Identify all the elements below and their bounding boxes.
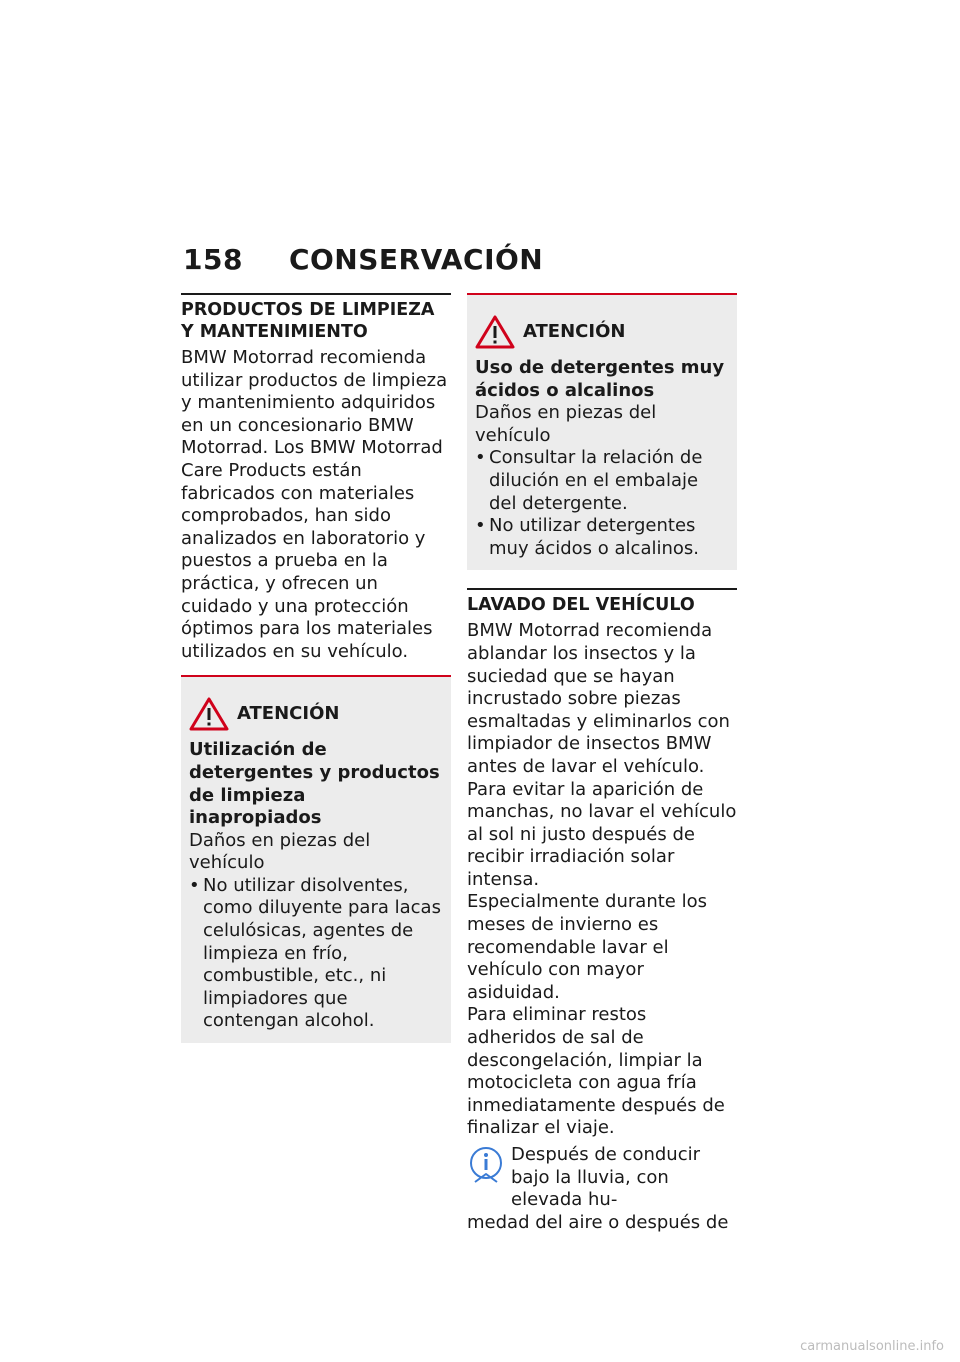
wash-paragraph: BMW Motorrad recomienda ablandar los insectos y la suciedad que se hayan incrustado sobre piezas esmaltadas y eliminarlos con limpiador de insectos BMW antes de lavar el vehículo. <box>467 620 730 777</box>
watermark: carmanualsonline.info <box>800 1339 944 1354</box>
warning-subtitle: Utilización de detergentes y productos de limpieza inapropiados <box>189 739 440 829</box>
warning-bullet: • No utilizar detergentes muy ácidos o alcalinos. <box>475 515 729 560</box>
warning-box-inappropriate-products <box>181 675 451 1043</box>
section-title-vehicle-wash: LAVADO DEL VEHÍCULO <box>467 595 695 616</box>
warning-header <box>189 697 443 731</box>
info-note <box>467 1144 737 1212</box>
warning-bullet: • Consultar la relación de dilución en el embalaje del detergente. <box>475 447 729 515</box>
warning-consequence: Daños en piezas del vehículo <box>475 402 657 446</box>
page-title: CONSERVACIÓN <box>288 243 544 276</box>
info-text: Después de conducir bajo la lluvia, con elevada hu- <box>511 1144 700 1211</box>
section-title-cleaning-products: PRODUCTOS DE LIMPIEZA Y MANTENIMIENTO <box>181 300 435 342</box>
warning-bullets <box>189 875 443 1033</box>
wash-paragraph: Para eliminar restos adheridos de sal de descongelación, limpiar la motocicleta con agua fría inmediatamente después de finalizar el viaje. <box>467 1004 725 1139</box>
warning-bullets <box>475 447 729 560</box>
wash-paragraph: Para evitar la aparición de manchas, no lavar el vehículo al sol ni justo después de recibir irradiación solar intensa. <box>467 778 737 890</box>
info-icon <box>467 1144 505 1188</box>
cleaning-products-text: BMW Motorrad recomienda utilizar productos de limpieza y mantenimiento adquiridos en un concesionario BMW Motorrad. Los BMW Motorrad Care Products están fabricados con materiales comprobados, han sido analizados en laboratorio y puestos a prueba en la práctica, y ofrecen un cuidado y una protección óptimos para los materiales utilizados en su vehículo. <box>181 347 448 662</box>
warning-bullet: • No utilizar disolventes, como diluyente para lacas celulósicas, agentes de limpieza en frío, combustible, etc., ni limpiadores que contengan alcohol. <box>189 875 443 1033</box>
warning-box-acid-detergents <box>467 293 737 570</box>
warning-label: ATENCIÓN <box>237 703 340 725</box>
warning-triangle-icon <box>189 697 229 731</box>
warning-triangle-icon <box>475 315 515 349</box>
page-number: 158 <box>183 243 243 276</box>
warning-consequence: Daños en piezas del vehículo <box>189 829 371 874</box>
left-column <box>181 293 451 1043</box>
wash-paragraph: Especialmente durante los meses de invierno es recomendable lavar el vehículo con mayor asiduidad. <box>467 891 707 1003</box>
page-header <box>183 243 543 276</box>
right-column <box>467 293 737 1234</box>
warning-subtitle: Uso de detergentes muy ácidos o alcalinos <box>475 357 725 401</box>
warning-label: ATENCIÓN <box>523 320 626 342</box>
info-text-continuation: medad del aire o después de <box>467 1211 729 1233</box>
warning-header <box>475 315 729 349</box>
